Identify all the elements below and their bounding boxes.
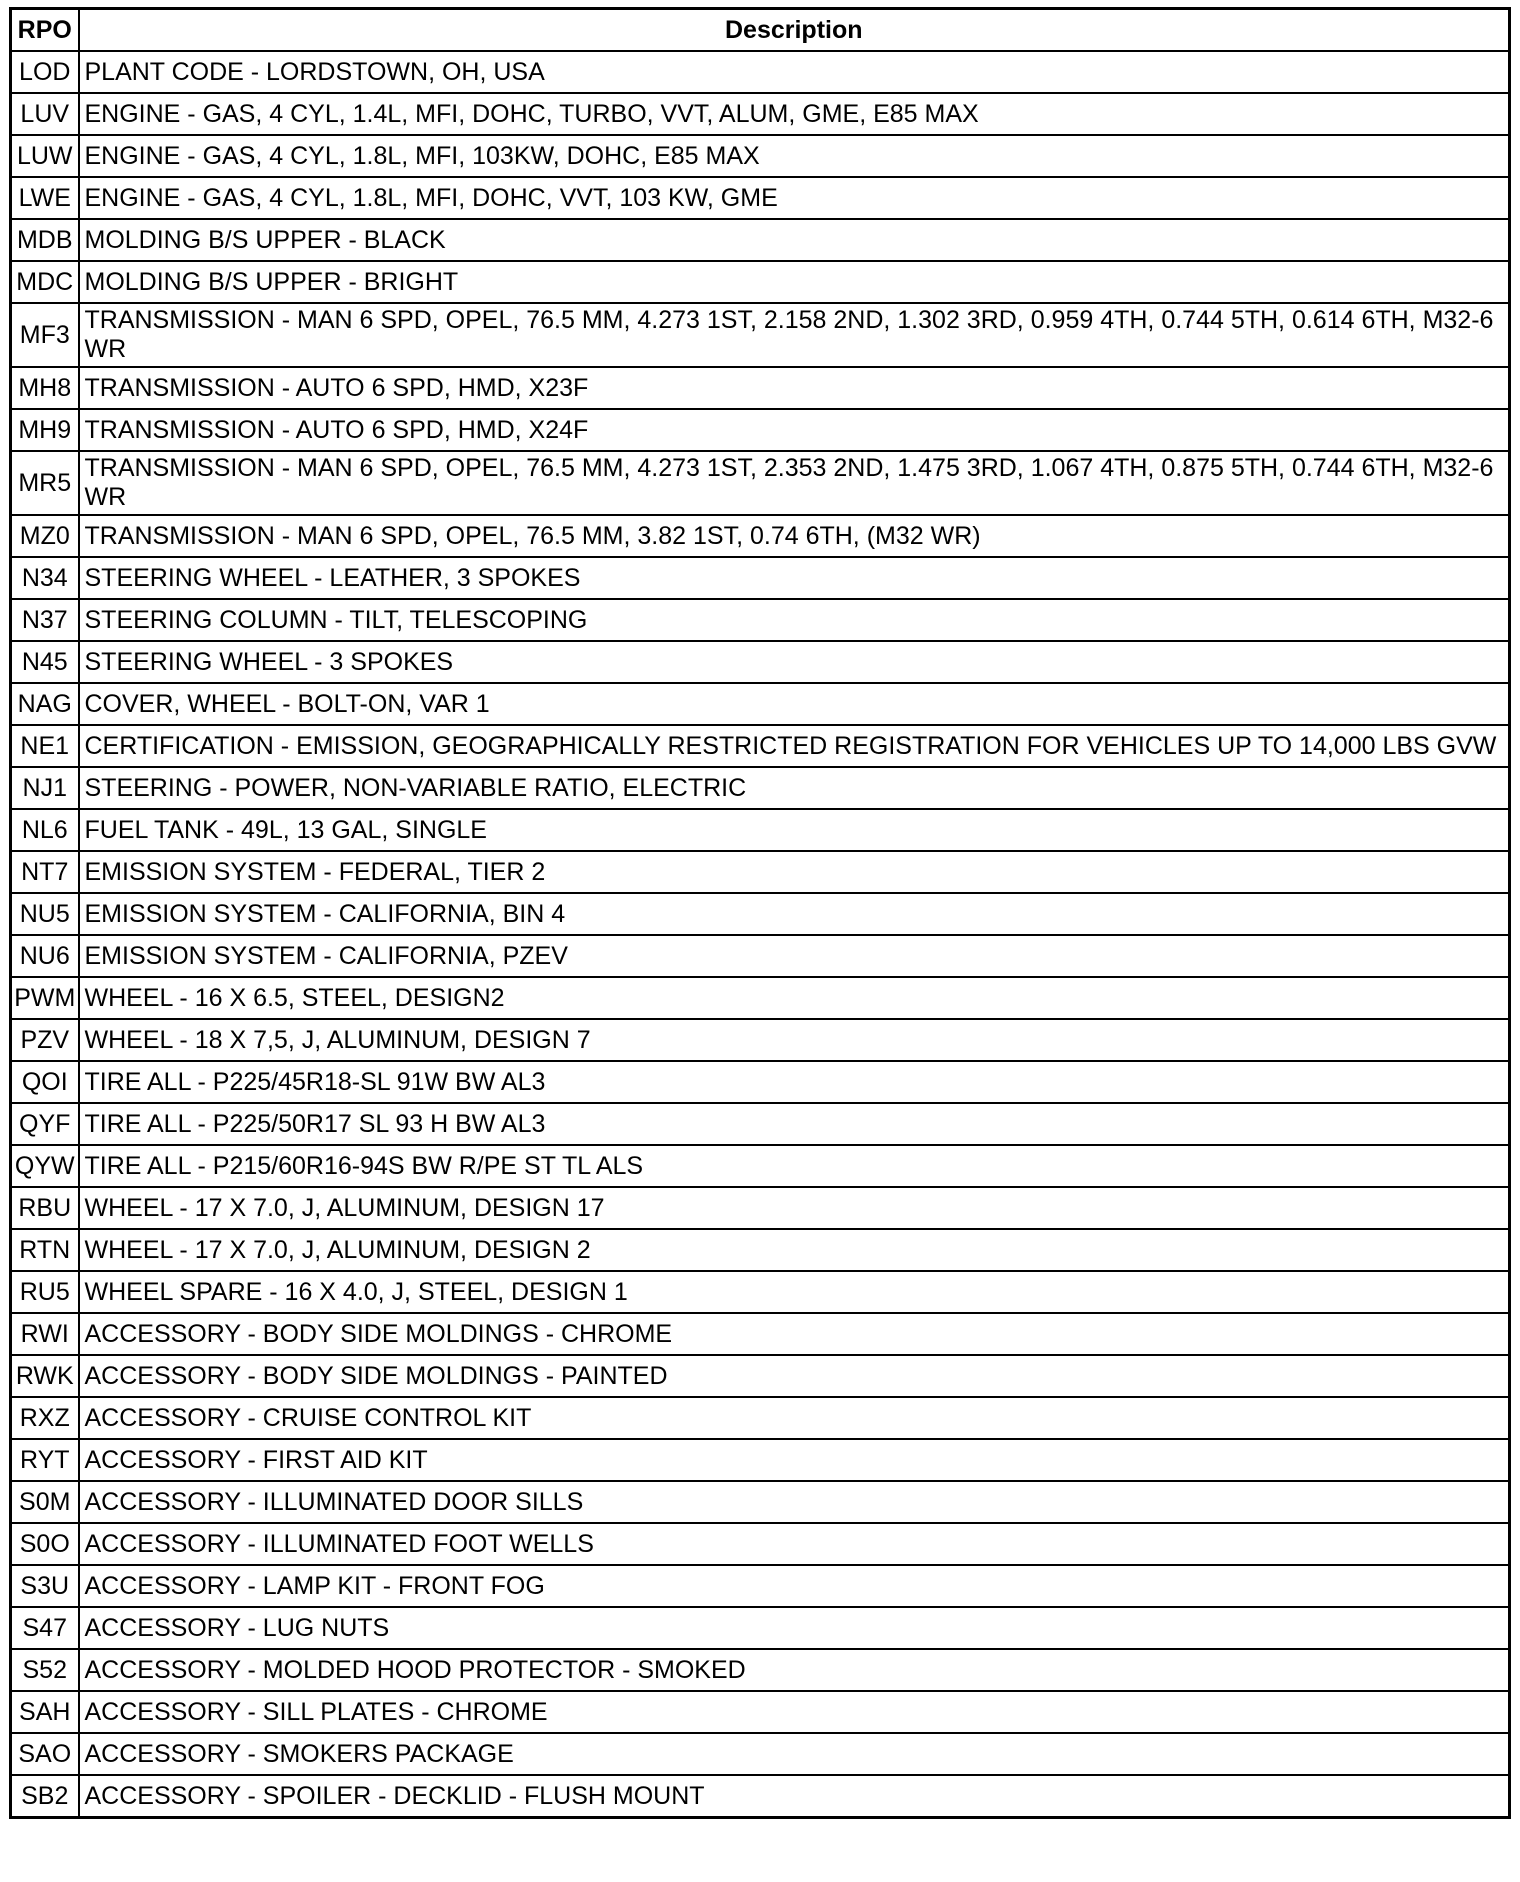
rpo-code-cell: NE1	[11, 725, 79, 767]
table-row	[11, 935, 1510, 977]
rpo-code-cell: N37	[11, 599, 79, 641]
rpo-code-cell: RWK	[11, 1355, 79, 1397]
rpo-code-cell: S3U	[11, 1565, 79, 1607]
rpo-code-cell: RXZ	[11, 1397, 79, 1439]
rpo-code-cell: RWI	[11, 1313, 79, 1355]
description-cell: TRANSMISSION - AUTO 6 SPD, HMD, X24F	[79, 409, 1510, 451]
table-row	[11, 1313, 1510, 1355]
rpo-code-cell: N34	[11, 557, 79, 599]
rpo-code-cell: MDB	[11, 219, 79, 261]
table-row	[11, 1607, 1510, 1649]
table-row	[11, 515, 1510, 557]
table-row	[11, 977, 1510, 1019]
description-cell: MOLDING B/S UPPER - BRIGHT	[79, 261, 1510, 303]
description-cell: ACCESSORY - SPOILER - DECKLID - FLUSH MOUNT	[79, 1775, 1510, 1818]
description-cell: TIRE ALL - P225/45R18-SL 91W BW AL3	[79, 1061, 1510, 1103]
rpo-code-cell: MDC	[11, 261, 79, 303]
description-cell: ACCESSORY - SILL PLATES - CHROME	[79, 1691, 1510, 1733]
description-cell: TIRE ALL - P225/50R17 SL 93 H BW AL3	[79, 1103, 1510, 1145]
description-cell: ACCESSORY - BODY SIDE MOLDINGS - CHROME	[79, 1313, 1510, 1355]
rpo-code-cell: QYF	[11, 1103, 79, 1145]
rpo-table	[9, 7, 1511, 1819]
rpo-code-cell: MR5	[11, 451, 79, 515]
description-cell: TRANSMISSION - MAN 6 SPD, OPEL, 76.5 MM, 3.82 1ST, 0.74 6TH, (M32 WR)	[79, 515, 1510, 557]
description-cell: ACCESSORY - MOLDED HOOD PROTECTOR - SMOKED	[79, 1649, 1510, 1691]
table-row	[11, 1439, 1510, 1481]
rpo-code-cell: LUV	[11, 93, 79, 135]
table-row	[11, 1649, 1510, 1691]
rpo-code-cell: NU6	[11, 935, 79, 977]
description-cell: MOLDING B/S UPPER - BLACK	[79, 219, 1510, 261]
table-row	[11, 1103, 1510, 1145]
description-cell: COVER, WHEEL - BOLT-ON, VAR 1	[79, 683, 1510, 725]
rpo-code-cell: S0M	[11, 1481, 79, 1523]
description-cell: PLANT CODE - LORDSTOWN, OH, USA	[79, 51, 1510, 93]
table-row	[11, 1145, 1510, 1187]
table-row	[11, 1187, 1510, 1229]
header-description: Description	[79, 9, 1510, 52]
table-row	[11, 725, 1510, 767]
header-rpo: RPO	[11, 9, 79, 52]
table-row	[11, 177, 1510, 219]
rpo-code-cell: MF3	[11, 303, 79, 367]
rpo-code-cell: SAH	[11, 1691, 79, 1733]
description-cell: CERTIFICATION - EMISSION, GEOGRAPHICALLY RESTRICTED REGISTRATION FOR VEHICLES UP TO 14,000 LBS GVW	[79, 725, 1510, 767]
rpo-code-cell: NL6	[11, 809, 79, 851]
rpo-code-cell: SB2	[11, 1775, 79, 1818]
table-row	[11, 851, 1510, 893]
rpo-code-cell: QYW	[11, 1145, 79, 1187]
description-cell: STEERING WHEEL - 3 SPOKES	[79, 641, 1510, 683]
table-row	[11, 1523, 1510, 1565]
description-cell: ENGINE - GAS, 4 CYL, 1.4L, MFI, DOHC, TURBO, VVT, ALUM, GME, E85 MAX	[79, 93, 1510, 135]
table-row	[11, 1019, 1510, 1061]
description-cell: ACCESSORY - CRUISE CONTROL KIT	[79, 1397, 1510, 1439]
rpo-code-cell: S0O	[11, 1523, 79, 1565]
rpo-code-cell: NT7	[11, 851, 79, 893]
description-cell: WHEEL - 16 X 6.5, STEEL, DESIGN2	[79, 977, 1510, 1019]
rpo-code-cell: NAG	[11, 683, 79, 725]
table-row	[11, 1691, 1510, 1733]
description-cell: ENGINE - GAS, 4 CYL, 1.8L, MFI, DOHC, VVT, 103 KW, GME	[79, 177, 1510, 219]
rpo-code-cell: RBU	[11, 1187, 79, 1229]
rpo-code-cell: NU5	[11, 893, 79, 935]
header-row	[11, 9, 1510, 52]
description-cell: ACCESSORY - FIRST AID KIT	[79, 1439, 1510, 1481]
table-row	[11, 1775, 1510, 1818]
table-row	[11, 809, 1510, 851]
description-cell: WHEEL SPARE - 16 X 4.0, J, STEEL, DESIGN 1	[79, 1271, 1510, 1313]
table-row	[11, 409, 1510, 451]
rpo-code-cell: S47	[11, 1607, 79, 1649]
description-cell: ACCESSORY - LUG NUTS	[79, 1607, 1510, 1649]
rpo-code-cell: QOI	[11, 1061, 79, 1103]
table-row	[11, 557, 1510, 599]
rpo-code-cell: RTN	[11, 1229, 79, 1271]
table-row	[11, 367, 1510, 409]
rpo-table-container	[9, 7, 1511, 1819]
rpo-code-cell: RYT	[11, 1439, 79, 1481]
rpo-code-cell: MZ0	[11, 515, 79, 557]
description-cell: EMISSION SYSTEM - FEDERAL, TIER 2	[79, 851, 1510, 893]
table-row	[11, 599, 1510, 641]
description-cell: EMISSION SYSTEM - CALIFORNIA, PZEV	[79, 935, 1510, 977]
description-cell: TRANSMISSION - MAN 6 SPD, OPEL, 76.5 MM, 4.273 1ST, 2.158 2ND, 1.302 3RD, 0.959 4TH, 0.744 5TH, 0.614 6TH, M32-6 WR	[79, 303, 1510, 367]
table-row	[11, 1061, 1510, 1103]
rpo-code-cell: PZV	[11, 1019, 79, 1061]
description-cell: WHEEL - 17 X 7.0, J, ALUMINUM, DESIGN 2	[79, 1229, 1510, 1271]
rpo-code-cell: RU5	[11, 1271, 79, 1313]
description-cell: ACCESSORY - ILLUMINATED FOOT WELLS	[79, 1523, 1510, 1565]
rpo-code-cell: S52	[11, 1649, 79, 1691]
table-row	[11, 767, 1510, 809]
table-row	[11, 1397, 1510, 1439]
table-row	[11, 1565, 1510, 1607]
table-row	[11, 683, 1510, 725]
description-cell: STEERING COLUMN - TILT, TELESCOPING	[79, 599, 1510, 641]
rpo-code-cell: NJ1	[11, 767, 79, 809]
description-cell: ACCESSORY - LAMP KIT - FRONT FOG	[79, 1565, 1510, 1607]
description-cell: STEERING WHEEL - LEATHER, 3 SPOKES	[79, 557, 1510, 599]
description-cell: ACCESSORY - SMOKERS PACKAGE	[79, 1733, 1510, 1775]
table-row	[11, 1355, 1510, 1397]
rpo-code-cell: MH8	[11, 367, 79, 409]
description-cell: EMISSION SYSTEM - CALIFORNIA, BIN 4	[79, 893, 1510, 935]
rpo-code-cell: MH9	[11, 409, 79, 451]
table-row	[11, 451, 1510, 515]
rpo-code-cell: LUW	[11, 135, 79, 177]
table-row	[11, 93, 1510, 135]
description-cell: WHEEL - 18 X 7,5, J, ALUMINUM, DESIGN 7	[79, 1019, 1510, 1061]
table-row	[11, 1733, 1510, 1775]
table-row	[11, 1229, 1510, 1271]
rpo-code-cell: LOD	[11, 51, 79, 93]
table-row	[11, 303, 1510, 367]
table-row	[11, 1481, 1510, 1523]
description-cell: ENGINE - GAS, 4 CYL, 1.8L, MFI, 103KW, DOHC, E85 MAX	[79, 135, 1510, 177]
table-row	[11, 893, 1510, 935]
table-row	[11, 261, 1510, 303]
description-cell: TIRE ALL - P215/60R16-94S BW R/PE ST TL ALS	[79, 1145, 1510, 1187]
description-cell: ACCESSORY - BODY SIDE MOLDINGS - PAINTED	[79, 1355, 1510, 1397]
description-cell: TRANSMISSION - AUTO 6 SPD, HMD, X23F	[79, 367, 1510, 409]
table-row	[11, 1271, 1510, 1313]
description-cell: WHEEL - 17 X 7.0, J, ALUMINUM, DESIGN 17	[79, 1187, 1510, 1229]
rpo-code-cell: LWE	[11, 177, 79, 219]
rpo-code-cell: PWM	[11, 977, 79, 1019]
description-cell: ACCESSORY - ILLUMINATED DOOR SILLS	[79, 1481, 1510, 1523]
table-row	[11, 219, 1510, 261]
description-cell: TRANSMISSION - MAN 6 SPD, OPEL, 76.5 MM, 4.273 1ST, 2.353 2ND, 1.475 3RD, 1.067 4TH, 0.875 5TH, 0.744 6TH, M32-6 WR	[79, 451, 1510, 515]
description-cell: FUEL TANK - 49L, 13 GAL, SINGLE	[79, 809, 1510, 851]
rpo-code-cell: SAO	[11, 1733, 79, 1775]
table-row	[11, 51, 1510, 93]
rpo-code-cell: N45	[11, 641, 79, 683]
table-row	[11, 135, 1510, 177]
table-row	[11, 641, 1510, 683]
description-cell: STEERING - POWER, NON-VARIABLE RATIO, ELECTRIC	[79, 767, 1510, 809]
